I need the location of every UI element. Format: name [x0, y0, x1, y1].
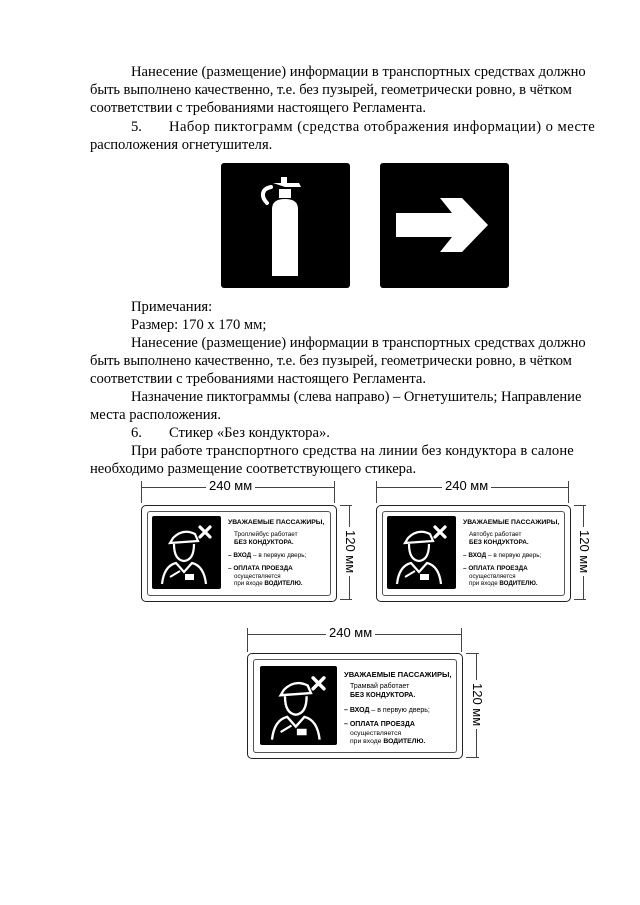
- item5-line-2: расположения огнетушителя.: [90, 137, 273, 153]
- dimension-tick: [340, 505, 352, 506]
- dimension-tick: [376, 481, 377, 503]
- dimension-tick: [247, 628, 248, 652]
- dimension-tick: [466, 653, 479, 654]
- sticker-height-label: 120 мм: [470, 680, 485, 729]
- conductor-crossed-icon: [260, 666, 337, 745]
- sticker-entry: – ВХОД – в первую дверь;: [344, 707, 430, 714]
- dimension-tick: [574, 599, 586, 600]
- conductor-crossed-icon: [152, 516, 221, 589]
- sticker-pay: – ОПЛАТА ПРОЕЗДА: [344, 721, 415, 728]
- sticker-pay-line-2: осуществляется: [350, 730, 402, 737]
- intro-line-2: быть выполнено качественно, т.е. без пузырей, геометрически ровно, в чётком: [90, 82, 572, 98]
- intro-line-1: Нанесение (размещение) информации в транспортных средствах должно: [131, 64, 586, 80]
- sticker-card: [141, 505, 337, 602]
- item6-title: Стикер «Без кондуктора».: [169, 425, 330, 441]
- sticker-vehicle: Трамвай работает: [350, 683, 410, 690]
- notes-purpose-line-2: места расположения.: [90, 407, 221, 423]
- dimension-tick: [141, 481, 142, 503]
- dimension-tick: [574, 505, 586, 506]
- sticker-pay-line-2: осуществляется: [469, 573, 516, 580]
- sticker-card: [376, 505, 571, 602]
- item6-line-1: При работе транспортного средства на линии без кондуктора в салоне: [131, 443, 574, 459]
- item5-line-1: Набор пиктограмм (средства отображения информации) о месте: [169, 119, 596, 135]
- sticker-entry: – ВХОД – в первую дверь;: [463, 552, 542, 559]
- notes-purpose-line-1: Назначение пиктограммы (слева направо) – Огнетушитель; Направление: [131, 389, 582, 405]
- sticker-pay-line-3: при входе ВОДИТЕЛЮ.: [469, 580, 538, 587]
- sticker-vehicle: Троллейбус работает: [234, 531, 298, 538]
- sticker-card: [247, 653, 463, 759]
- sticker-height-label: 120 мм: [577, 527, 592, 576]
- sticker-heading: УВАЖАЕМЫЕ ПАССАЖИРЫ,: [344, 670, 452, 679]
- sticker-width-label: 240 мм: [442, 478, 491, 493]
- item6-line-2: необходимо размещение соответствующего стикера.: [90, 461, 417, 477]
- sticker-pay-line-3: при входе ВОДИТЕЛЮ.: [234, 580, 303, 587]
- sticker-pay-line-2: осуществляется: [234, 573, 281, 580]
- notes-para-line-2: быть выполнено качественно, т.е. без пузырей, геометрически ровно, в чётком: [90, 353, 572, 369]
- sticker-heading: УВАЖАЕМЫЕ ПАССАЖИРЫ,: [228, 519, 325, 526]
- notes-para-line-1: Нанесение (размещение) информации в транспортных средствах должно: [131, 335, 586, 351]
- sticker-no-conductor: БЕЗ КОНДУКТОРА.: [234, 539, 294, 546]
- sticker-height-label: 120 мм: [343, 527, 358, 576]
- item5-number: 5.: [131, 119, 142, 135]
- sticker-pay-line-3: при входе ВОДИТЕЛЮ.: [350, 738, 426, 745]
- fire-extinguisher-pictogram: [221, 163, 350, 288]
- sticker-no-conductor: БЕЗ КОНДУКТОРА.: [350, 692, 416, 699]
- sticker-no-conductor: БЕЗ КОНДУКТОРА.: [469, 539, 529, 546]
- sticker-width-label: 240 мм: [206, 478, 255, 493]
- sticker-width-label: 240 мм: [326, 625, 375, 640]
- dimension-tick: [461, 628, 462, 652]
- dimension-tick: [568, 481, 569, 503]
- notes-heading: Примечания:: [131, 299, 213, 315]
- sticker-pay: – ОПЛАТА ПРОЕЗДА: [228, 565, 293, 572]
- direction-pictogram: [380, 163, 509, 288]
- fire-extinguisher-icon: [221, 163, 350, 288]
- dimension-tick: [334, 481, 335, 503]
- item6-number: 6.: [131, 425, 142, 441]
- notes-size: Размер: 170 х 170 мм;: [131, 317, 267, 333]
- sticker-entry: – ВХОД – в первую дверь;: [228, 552, 307, 559]
- dimension-tick: [340, 599, 352, 600]
- notes-para-line-3: соответствии с требованиями настоящего Регламента.: [90, 371, 427, 387]
- sticker-vehicle: Автобус работает: [469, 531, 522, 538]
- item6-heading: [131, 425, 330, 443]
- dimension-tick: [466, 757, 479, 758]
- conductor-crossed-icon: [387, 516, 456, 589]
- arrow-right-icon: [380, 163, 509, 288]
- sticker-pay: – ОПЛАТА ПРОЕЗДА: [463, 565, 528, 572]
- item5-heading: [131, 119, 595, 137]
- sticker-heading: УВАЖАЕМЫЕ ПАССАЖИРЫ,: [463, 519, 560, 526]
- intro-line-3: соответствии с требованиями настоящего Регламента.: [90, 100, 427, 116]
